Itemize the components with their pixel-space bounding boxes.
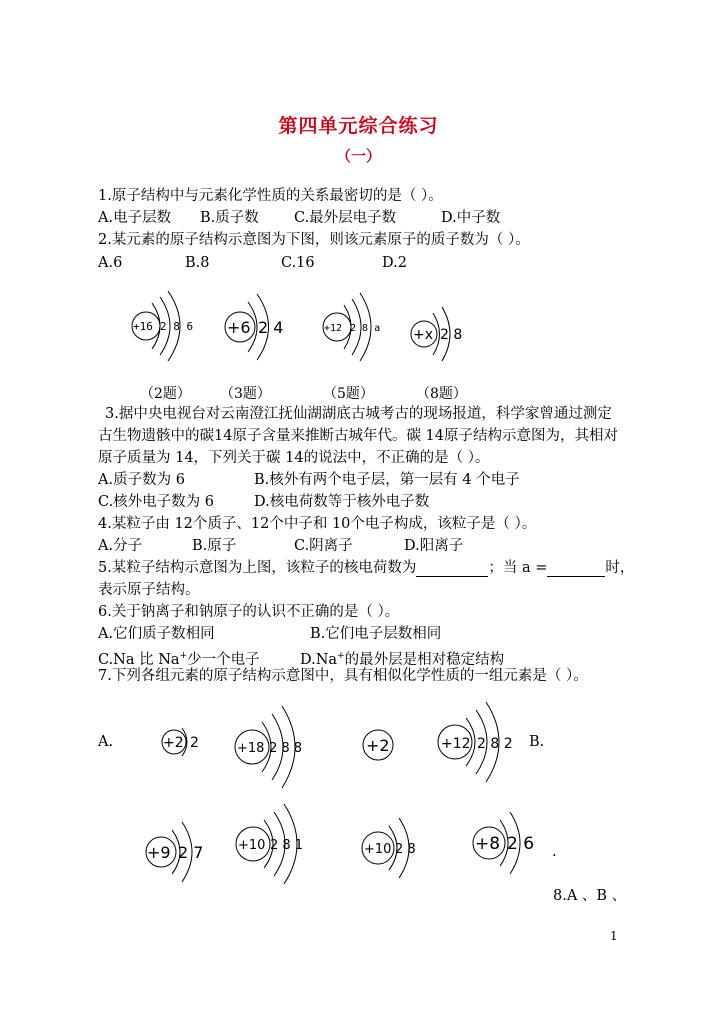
question-3-line-3: 原子质量为 14，下列关于碳 14的说法中，不正确的是（ ）。 [98,450,490,466]
caption-q5: （5题） [323,386,374,402]
q5-blank-2[interactable] [547,562,605,577]
atom-shells: 2 8 8 [269,741,303,756]
atom-nucleus: +8 [475,834,501,854]
atom-shells: 2 8 1 [270,838,304,853]
q6-d-post: 的最外层是相对稳定结构 [344,651,505,668]
atom-nucleus: +12 [441,736,471,752]
question-4-stem: 4.某粒子由 12个质子、12个中子和 10个电子构成，该粒子是（ ）。 [98,516,537,532]
atom-nucleus: +6 [227,318,251,337]
atom-nucleus: +18 [237,741,265,756]
q1-option-b: B.质子数 [200,210,259,226]
question-1-stem: 1.原子结构中与元素化学性质的关系最密切的是（ ）。 [98,188,443,204]
page-number: 1 [610,929,618,943]
atom-shells: 2 4 [258,318,284,337]
q7-label-b: B. [529,734,545,750]
atom-diagram-7b-2 [236,804,303,884]
question-8-start: 8.A 、B 、 [553,888,627,904]
atom-shells: 2 6 [507,834,535,854]
q7-trailing-dot: . [552,844,557,860]
question-3-line-1: 3.据中央电视台对云南澄江抚仙湖湖底古城考古的现场报道，科学家曾通过测定 [105,406,612,422]
q6-c-sup: + [179,651,188,661]
caption-q3: （3题） [220,386,271,402]
atom-diagram-7a-3 [363,730,393,760]
q7-label-a: A. [98,734,114,750]
atom-nucleus: +2 [163,735,184,751]
atom-nucleus: +10 [238,838,266,853]
q5-text-2: ；当 a = [488,560,548,576]
atom-shells: 2 8 a [350,323,381,334]
atom-diagram-q2 [132,291,193,361]
q4-option-b: B.原子 [192,538,237,554]
atom-shells: 2 [190,735,199,751]
atom-diagram-7b-3 [362,818,416,878]
q6-option-a: A.它们质子数相同 [98,626,215,642]
q2-option-b: B.8 [185,255,210,271]
q1-option-a: A.电子层数 [98,210,172,226]
q4-option-c: C.阴离子 [294,538,353,554]
q5-text-1: 5.某粒子结构示意图为上图，该粒子的核电荷数为 [98,560,417,576]
question-7-stem: 7.下列各组元素的原子结构示意图中，具有相似化学性质的一组元素是（ ）。 [98,668,588,684]
atom-shells: 2 8 6 [160,320,194,333]
atom-nucleus: +12 [324,323,343,334]
q3-option-d: D.核电荷数等于核外电子数 [254,494,430,510]
q2-option-c: C.16 [281,255,315,271]
q4-option-d: D.阳离子 [404,538,464,554]
question-2-stem: 2.某元素的原子结构示意图为下图，则该元素原子的质子数为（ ）。 [98,232,530,248]
atom-diagram-q3 [225,294,283,360]
q6-d-sup: + [337,651,345,661]
q6-c-post: 少一个电子 [187,651,260,668]
atom-diagram-7a-4 [438,702,513,782]
question-5-line-2: 表示原子结构。 [98,582,200,598]
atom-shells: 2 8 2 [477,736,513,752]
q1-option-c: C.最外层电子数 [294,210,397,226]
q6-d-pre: D.Na [300,651,338,668]
question-6-stem: 6.关于钠离子和钠原子的认识不正确的是（ ）。 [98,604,400,620]
q5-text-3: 时， [605,560,635,576]
q3-option-b: B.核外有两个电子层，第一层有 4 个电子 [254,472,520,488]
atom-diagram-7a-2 [235,706,302,788]
q3-option-c: C.核外电子数为 6 [98,494,215,510]
atom-diagram-7b-1 [146,822,203,882]
q6-c-pre: C.Na 比 Na [98,651,180,668]
atom-nucleus: +10 [364,842,392,857]
atom-shells: 2 7 [178,843,204,862]
q3-option-a: A.质子数为 6 [98,472,185,488]
page-subtitle: （一） [335,147,381,165]
q2-option-a: A.6 [98,255,123,271]
q6-option-d [300,647,504,669]
atom-diagram-q5 [323,293,380,361]
q4-option-a: A.分子 [98,538,143,554]
question-3-line-2: 古生物遗骸中的碳14原子含量来推断古城年代。碳 14原子结构示意图为，其相对 [98,428,619,444]
atom-diagram-7b-4 [473,812,534,874]
q6-option-b: B.它们电子层数相同 [310,626,442,642]
caption-q8: （8题） [416,386,467,402]
q2-option-d: D.2 [382,255,407,271]
atom-nucleus: +x [413,327,434,343]
question-5-stem [98,559,634,577]
atom-shells: 2 8 [440,327,463,343]
page-title: 第四单元综合练习 [278,115,439,137]
atom-diagram-q8 [411,307,462,361]
q5-blank-1[interactable] [416,562,488,577]
atom-shells: 2 8 [395,842,416,857]
caption-q2: （2题） [140,386,191,402]
atom-diagram-7a-1 [162,728,199,756]
atom-nucleus: +9 [147,843,171,862]
atom-nucleus: +16 [133,320,153,333]
atom-nucleus: +2 [366,736,390,755]
q6-option-c [98,647,260,669]
q1-option-d: D.中子数 [441,210,501,226]
